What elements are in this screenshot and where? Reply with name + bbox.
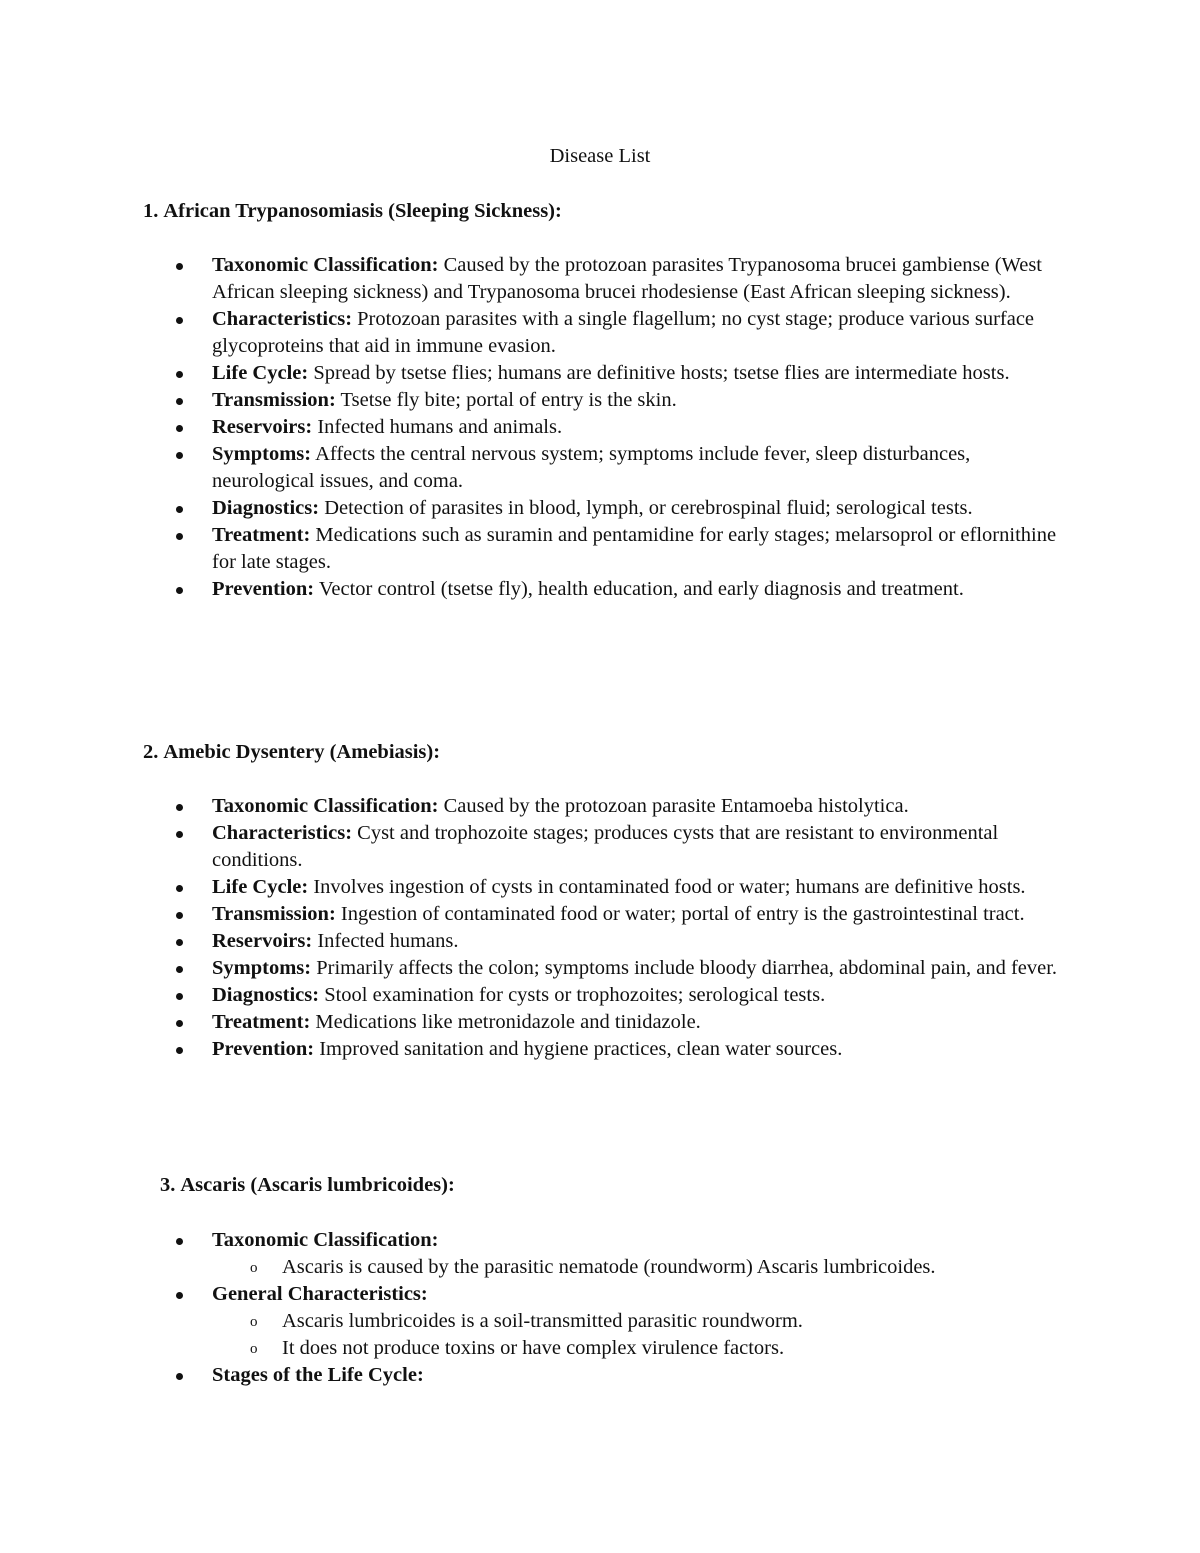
bullet-icon [176, 1292, 183, 1299]
list-item [212, 1009, 1062, 1036]
section-number: 3. [160, 1174, 176, 1196]
section-heading-2 [143, 739, 440, 766]
bullet-icon [176, 966, 183, 973]
bullet-icon [176, 587, 183, 594]
item-text: Medications like metronidazole and tinidazole. [315, 1011, 701, 1033]
item-label: Reservoirs: [212, 930, 313, 952]
item-label: Symptoms: [212, 443, 312, 465]
bullet-icon [176, 452, 183, 459]
hollow-bullet-icon: o [250, 1260, 258, 1276]
item-label: Stages of the Life Cycle: [212, 1364, 424, 1386]
bullet-icon [176, 1047, 183, 1054]
list-item [212, 414, 1062, 441]
item-text: Vector control (tsetse fly), health education, and early diagnosis and treatment. [318, 578, 964, 600]
item-text: Ingestion of contaminated food or water; portal of entry is the gastrointestinal tract. [340, 903, 1025, 925]
item-text: Protozoan parasites with a single flagellum; no cyst stage; produce various surface glycoproteins that aid in immune evasion. [212, 308, 1035, 357]
item-label: Taxonomic Classification: [212, 1229, 439, 1251]
list-item [212, 1281, 1062, 1362]
bullet-icon [176, 993, 183, 1000]
section-number: 2. [143, 741, 159, 763]
item-label: Treatment: [212, 1011, 311, 1033]
item-text: Involves ingestion of cysts in contaminated food or water; humans are definitive hosts. [313, 876, 1026, 898]
section-1-list [212, 252, 1062, 603]
item-label: Prevention: [212, 1038, 315, 1060]
list-item [212, 793, 1062, 820]
list-item [212, 360, 1062, 387]
item-label: Taxonomic Classification: [212, 254, 439, 276]
list-item [212, 387, 1062, 414]
item-label: Life Cycle: [212, 362, 309, 384]
section-2-list [212, 793, 1062, 1063]
list-item [212, 306, 1062, 360]
list-item [212, 982, 1062, 1009]
item-label: Transmission: [212, 389, 336, 411]
item-text: Infected humans and animals. [317, 416, 563, 438]
item-label: Characteristics: [212, 308, 353, 330]
bullet-icon [176, 317, 183, 324]
bullet-icon [176, 425, 183, 432]
section-title: Amebic Dysentery (Amebiasis): [163, 741, 441, 763]
item-label: Reservoirs: [212, 416, 313, 438]
list-item [212, 252, 1062, 306]
sub-list-item [212, 1308, 1062, 1335]
list-item [212, 901, 1062, 928]
item-label: Taxonomic Classification: [212, 795, 439, 817]
sub-list-item [212, 1254, 1062, 1281]
item-text: Infected humans. [317, 930, 459, 952]
list-item [212, 576, 1062, 603]
item-text: Primarily affects the colon; symptoms include bloody diarrhea, abdominal pain, and fever. [316, 957, 1058, 979]
sub-list-item [212, 1335, 1062, 1362]
bullet-icon [176, 1238, 183, 1245]
item-text: Caused by the protozoan parasite Entamoeba histolytica. [443, 795, 909, 817]
section-heading-3 [160, 1172, 455, 1199]
bullet-icon [176, 1020, 183, 1027]
item-label: Diagnostics: [212, 497, 320, 519]
list-item [212, 441, 1062, 495]
item-label: Treatment: [212, 524, 311, 546]
sub-list [212, 1308, 1062, 1362]
item-label: Life Cycle: [212, 876, 309, 898]
bullet-icon [176, 912, 183, 919]
item-label: Symptoms: [212, 957, 312, 979]
list-item [212, 928, 1062, 955]
sub-item-text: Ascaris lumbricoides is a soil-transmitted parasitic roundworm. [282, 1310, 803, 1332]
sub-item-text: Ascaris is caused by the parasitic nematode (roundworm) Ascaris lumbricoides. [282, 1256, 936, 1278]
bullet-icon [176, 885, 183, 892]
section-title: Ascaris (Ascaris lumbricoides): [180, 1174, 455, 1196]
item-text: Detection of parasites in blood, lymph, or cerebrospinal fluid; serological tests. [324, 497, 973, 519]
section-3-list [212, 1227, 1062, 1389]
list-item [212, 1036, 1062, 1063]
bullet-icon [176, 831, 183, 838]
list-item [212, 874, 1062, 901]
hollow-bullet-icon: o [250, 1314, 258, 1330]
list-item [212, 820, 1062, 874]
bullet-icon [176, 263, 183, 270]
bullet-icon [176, 804, 183, 811]
section-number: 1. [143, 200, 159, 222]
section-heading-1 [143, 198, 562, 225]
list-item [212, 1362, 1062, 1389]
item-text: Tsetse fly bite; portal of entry is the skin. [340, 389, 677, 411]
bullet-icon [176, 939, 183, 946]
item-label: General Characteristics: [212, 1283, 428, 1305]
item-label: Characteristics: [212, 822, 353, 844]
bullet-icon [176, 1373, 183, 1380]
page-title: Disease List [549, 145, 651, 167]
sub-list [212, 1254, 1062, 1281]
bullet-icon [176, 506, 183, 513]
item-text: Affects the central nervous system; symptoms include fever, sleep disturbances, neurological issues, and coma. [212, 443, 971, 492]
item-text: Improved sanitation and hygiene practices, clean water sources. [319, 1038, 843, 1060]
list-item [212, 522, 1062, 576]
item-text: Spread by tsetse flies; humans are definitive hosts; tsetse flies are intermediate hosts. [313, 362, 1010, 384]
section-title: African Trypanosomiasis (Sleeping Sickness): [163, 200, 562, 222]
list-item [212, 1227, 1062, 1281]
item-text: Medications such as suramin and pentamidine for early stages; melarsoprol or eflornithine for late stages. [212, 524, 1057, 573]
sub-item-text: It does not produce toxins or have complex virulence factors. [282, 1337, 785, 1359]
bullet-icon [176, 371, 183, 378]
item-text: Cyst and trophozoite stages; produces cysts that are resistant to environmental conditions. [212, 822, 999, 871]
item-text: Caused by the protozoan parasites Trypanosoma brucei gambiense (West African sleeping sickness) and Trypanosoma brucei rhodesiense (East African sleeping sickness). [212, 254, 1042, 303]
bullet-icon [176, 398, 183, 405]
item-label: Diagnostics: [212, 984, 320, 1006]
item-label: Transmission: [212, 903, 336, 925]
list-item [212, 495, 1062, 522]
hollow-bullet-icon: o [250, 1341, 258, 1357]
bullet-icon [176, 533, 183, 540]
list-item [212, 955, 1062, 982]
item-text: Stool examination for cysts or trophozoites; serological tests. [324, 984, 826, 1006]
item-label: Prevention: [212, 578, 315, 600]
